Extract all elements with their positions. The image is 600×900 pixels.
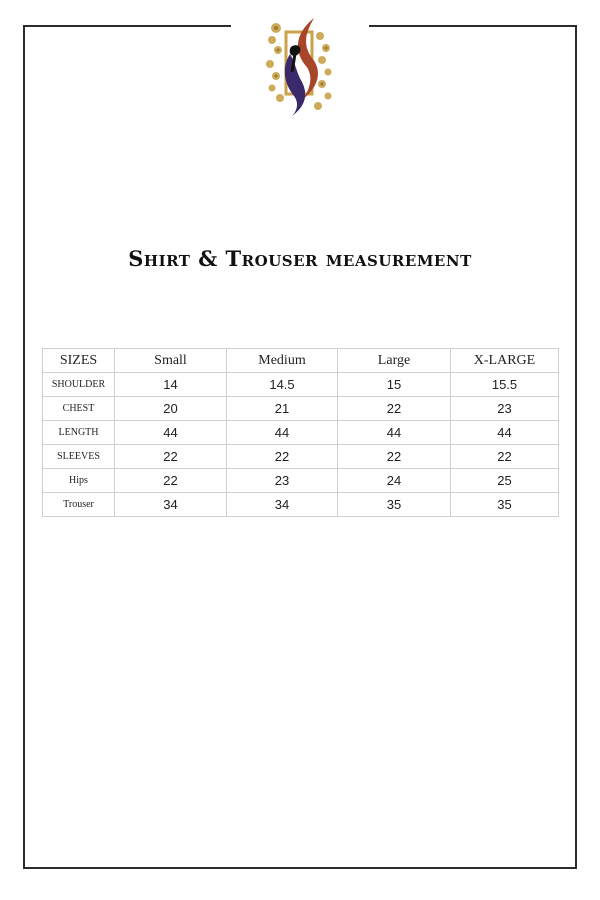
frame-left-border: [23, 25, 25, 869]
row-label: LENGTH: [43, 421, 115, 445]
table-row-chest: [43, 397, 559, 421]
table-row-trouser: [43, 493, 559, 517]
frame-bottom-border: [23, 867, 577, 869]
cell-value: 25: [451, 469, 559, 493]
row-label: SHOULDER: [43, 373, 115, 397]
column-header-sizes: SIZES: [43, 349, 115, 373]
cell-value: 22: [338, 445, 451, 469]
cell-value: 44: [451, 421, 559, 445]
cell-value: 14.5: [227, 373, 338, 397]
cell-value: 44: [227, 421, 338, 445]
cell-value: 20: [115, 397, 227, 421]
cell-value: 34: [115, 493, 227, 517]
cell-value: 44: [338, 421, 451, 445]
cell-value: 22: [338, 397, 451, 421]
row-label: Hips: [43, 469, 115, 493]
table-header-row: [43, 349, 559, 373]
cell-value: 22: [115, 469, 227, 493]
frame-top-right-border: [369, 25, 577, 27]
cell-value: 24: [338, 469, 451, 493]
page-title: Shirt & Trouser measurement: [128, 246, 472, 271]
cell-value: 44: [115, 421, 227, 445]
cell-value: 35: [451, 493, 559, 517]
cell-value: 23: [227, 469, 338, 493]
size-chart-table: [42, 348, 559, 517]
table-row-sleeves: [43, 445, 559, 469]
table-row-hips: [43, 469, 559, 493]
ornamental-calligraphy-logo-icon: [262, 14, 338, 118]
row-label: CHEST: [43, 397, 115, 421]
cell-value: 35: [338, 493, 451, 517]
cell-value: 22: [227, 445, 338, 469]
row-label: SLEEVES: [43, 445, 115, 469]
cell-value: 34: [227, 493, 338, 517]
table-row-shoulder: [43, 373, 559, 397]
frame-right-border: [575, 25, 577, 869]
column-header-xlarge: X-LARGE: [451, 349, 559, 373]
cell-value: 22: [115, 445, 227, 469]
frame-top-left-border: [23, 25, 231, 27]
row-label: Trouser: [43, 493, 115, 517]
cell-value: 21: [227, 397, 338, 421]
column-header-medium: Medium: [227, 349, 338, 373]
cell-value: 23: [451, 397, 559, 421]
cell-value: 15.5: [451, 373, 559, 397]
table-row-length: [43, 421, 559, 445]
cell-value: 14: [115, 373, 227, 397]
cell-value: 22: [451, 445, 559, 469]
cell-value: 15: [338, 373, 451, 397]
column-header-large: Large: [338, 349, 451, 373]
column-header-small: Small: [115, 349, 227, 373]
